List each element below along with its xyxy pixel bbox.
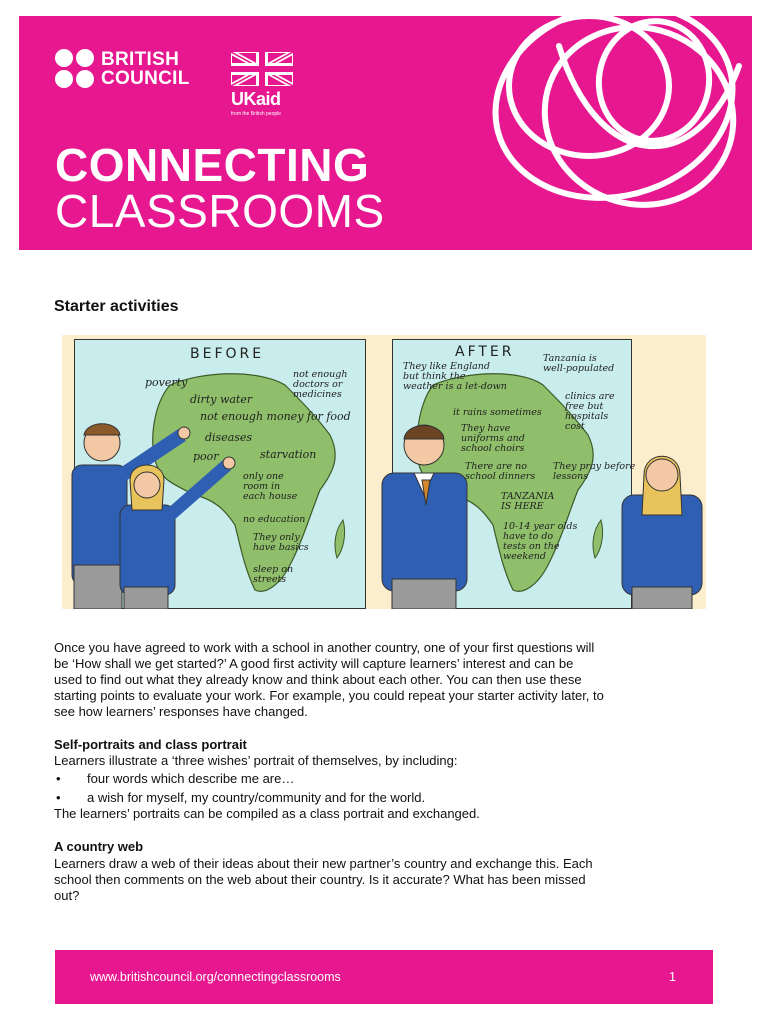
bullet-icon: •: [56, 771, 61, 786]
header-banner: [19, 16, 752, 250]
country-web-paragraph: [54, 856, 724, 904]
before-note: not enough money for food: [200, 410, 351, 423]
after-note: 10-14 year olds have to do tests on the weekend: [503, 521, 578, 562]
before-label: BEFORE: [190, 346, 265, 362]
after-note: They have uniforms and school choirs: [461, 423, 525, 454]
country-web-line: school then comments on the web about their country. Is it accurate? What has been missed: [54, 872, 586, 887]
title-connecting: CONNECTING: [55, 139, 370, 191]
bullet-text: four words which describe me are…: [87, 771, 295, 786]
after-note: TANZANIA IS HERE: [501, 491, 555, 512]
self-portraits-intro: Learners illustrate a ‘three wishes’ portrait of themselves, by including:: [54, 753, 458, 768]
before-note: poverty: [145, 376, 188, 389]
country-web-line: out?: [54, 888, 80, 903]
footer-url-link[interactable]: www.britishcouncil.org/connectingclassrooms: [90, 970, 341, 984]
after-note: They like England but think the weather is a let-down: [403, 361, 507, 392]
intro-paragraph: [54, 640, 724, 720]
union-jack-icon: [231, 52, 293, 86]
title-classrooms: CLASSROOMS: [55, 185, 385, 237]
section-title: Starter activities: [54, 298, 179, 315]
before-note: diseases: [205, 431, 253, 444]
country-web-heading: A country web: [54, 839, 144, 854]
british-council-text: BRITISH COUNCIL: [101, 49, 190, 89]
british-council-dots-icon: [55, 49, 95, 89]
after-note: There are no school dinners: [465, 461, 536, 482]
after-label: AFTER: [455, 344, 515, 360]
intro-line: used to find out what they already know and think about each other. You can then use these: [54, 672, 582, 687]
footer-bar: [55, 950, 713, 1004]
intro-line: see how learners’ responses have changed.: [54, 704, 308, 719]
intro-line: starting points to evaluate your work. For example, you could repeat your starter activity later, to: [54, 688, 604, 703]
bullet-icon: •: [56, 790, 61, 805]
before-note: They only have basics: [253, 532, 309, 553]
bullet-text: a wish for myself, my country/community and for the world.: [87, 790, 426, 805]
before-note: not enough doctors or medicines: [293, 369, 348, 400]
after-note: Tanzania is well-populated: [543, 353, 615, 374]
self-portraits-heading: Self-portraits and class portrait: [54, 737, 247, 752]
students-figures-icon: [62, 335, 706, 609]
before-note: starvation: [260, 448, 317, 461]
before-note: only one room in each house: [243, 471, 298, 502]
before-after-illustration: [62, 335, 706, 609]
ukaid-tagline: from the British people: [231, 111, 282, 117]
country-web-line: Learners draw a web of their ideas about their new partner’s country and exchange this. Each: [54, 856, 593, 871]
before-note: poor: [193, 450, 219, 463]
after-note: They pray before lessons: [553, 461, 636, 482]
ukaid-logo: [231, 52, 297, 117]
before-note: no education: [243, 514, 306, 525]
intro-line: be ‘How shall we get started?’ A good first activity will capture learners’ interest and can be: [54, 656, 574, 671]
swirl-graphic: [439, 16, 752, 250]
before-note: sleep on streets: [253, 564, 294, 585]
before-note: dirty water: [190, 393, 253, 406]
page-number: 1: [669, 970, 676, 984]
after-note: it rains sometimes: [453, 407, 542, 418]
self-portraits-closing: The learners’ portraits can be compiled as a class portrait and exchanged.: [54, 806, 480, 821]
after-note: clinics are free but hospitals cost: [565, 391, 615, 432]
ukaid-wordmark: UKaid: [231, 89, 281, 109]
intro-line: Once you have agreed to work with a school in another country, one of your first questions will: [54, 640, 595, 655]
